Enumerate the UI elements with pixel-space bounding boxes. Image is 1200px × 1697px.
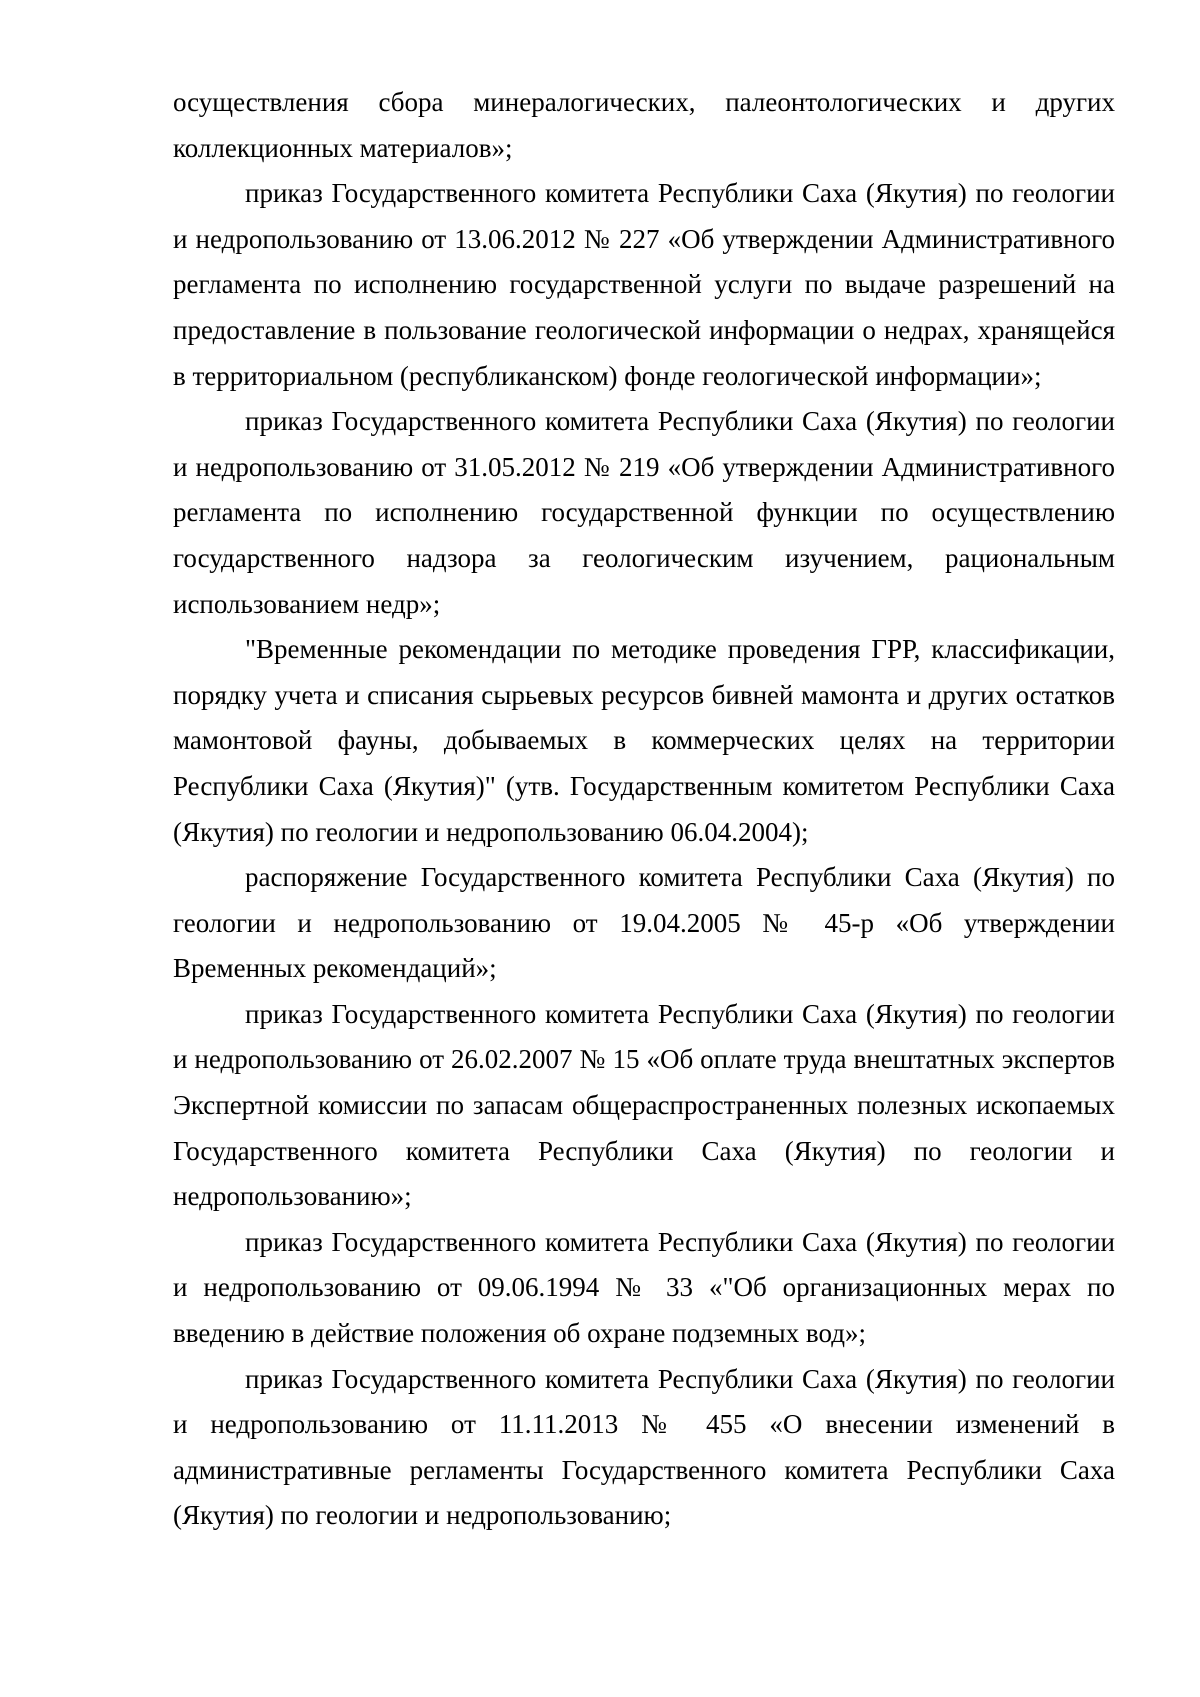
paragraph-order-227: приказ Государственного комитета Республики Саха (Якутия) по геологии и недропользованию от 13.06.2012 № 227 «Об утверждении Административного регламента по исполнению государственной услуги по выдаче разрешений на предоставление в пользование геологической информации о недрах, хранящейся в территориальном (республиканском) фонде геологической информации»; [173, 178, 1115, 391]
paragraph-order-33: приказ Государственного комитета Республики Саха (Якутия) по геологии и недропользованию от 09.06.1994 № 33 «"Об организационных мерах по введению в действие положения об охране подземных вод»; [173, 1226, 1115, 1349]
paragraph-order-219: приказ Государственного комитета Республики Саха (Якутия) по геологии и недропользованию от 31.05.2012 № 219 «Об утверждении Административного регламента по исполнению государственной функции по осуществлению государственного надзора за геологическим изучением, рациональным использованием недр»; [173, 406, 1115, 619]
document-body [173, 80, 1115, 1539]
paragraph-order-455: приказ Государственного комитета Республики Саха (Якутия) по геологии и недропользованию от 11.11.2013 № 455 «О внесении изменений в административные регламенты Государственного комитета Республики Саха (Якутия) по геологии и недропользованию; [173, 1363, 1115, 1531]
paragraph-order-15: приказ Государственного комитета Республики Саха (Якутия) по геологии и недропользованию от 26.02.2007 № 15 «Об оплате труда внештатных экспертов Экспертной комиссии по запасам общераспространенных полезных ископаемых Государственного комитета Республики Саха (Якутия) по геологии и недропользованию»; [173, 998, 1115, 1212]
paragraph-collection-materials-continuation: осуществления сбора минералогических, палеонтологических и других коллекционных материалов»; [173, 87, 1115, 163]
paragraph-directive-45-r: распоряжение Государственного комитета Республики Саха (Якутия) по геологии и недропользованию от 19.04.2005 № 45-р «Об утверждении Временных рекомендаций»; [173, 862, 1115, 984]
paragraph-temporary-recommendations: "Временные рекомендации по методике проведения ГРР, классификации, порядку учета и списания сырьевых ресурсов бивней мамонта и других остатков мамонтовой фауны, добываемых в коммерческих целях на территории Республики Саха (Якутия)" (утв. Государственным комитетом Республики Саха (Якутия) по геологии и недропользованию 06.04.2004); [173, 634, 1115, 847]
